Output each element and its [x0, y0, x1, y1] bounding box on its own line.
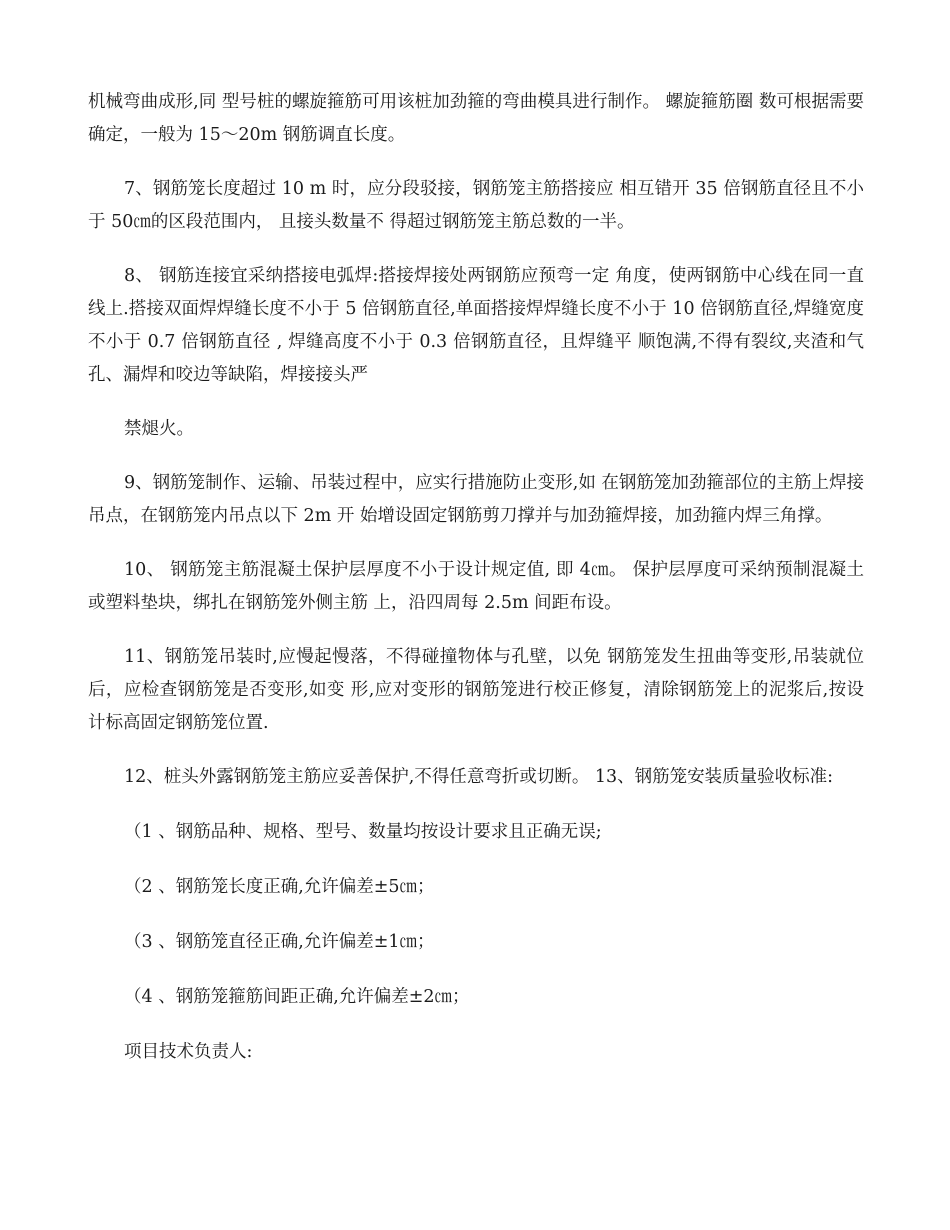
paragraph-item-11: 11、钢筋笼吊装时,应慢起慢落，不得碰撞物体与孔壁，以免 钢筋笼发生扭曲等变形,吊装就位后，应检查钢筋笼是否变形,如变 形,应对变形的钢筋笼进行校正修复，清除钢筋笼上的泥浆后,按设 计标高固定钢筋笼位置.	[88, 647, 864, 733]
list-item-standard-2: （2 、钢筋笼长度正确,允许偏差±5㎝；	[124, 877, 435, 897]
paragraph-item-8: 8、 钢筋连接宜采纳搭接电弧焊:搭接焊接处两钢筋应预弯一定 角度，使两钢筋中心线在同一直线上.搭接双面焊焊缝长度不小于 5 倍钢筋直径,单面搭接焊焊缝长度不小于 10 倍钢筋直径,焊缝宽度 不小于 0.7 倍钢筋直径 , 焊缝高度不小于 0.3 倍钢筋直径，且焊缝平 顺饱满,不得有裂纹,夹渣和气孔、漏焊和咬边等缺陷，焊接接头严	[88, 266, 864, 385]
paragraph-item-12-13: 12、桩头外露钢筋笼主筋应妥善保护,不得任意弯折或切断。 13、钢筋笼安装质量验收标准:	[124, 767, 834, 787]
paragraph-item-8-continued: 禁煺火。	[124, 419, 194, 439]
paragraph-item-10: 10、 钢筋笼主筋混凝土保护层厚度不小于设计规定值, 即 4㎝。 保护层厚度可采纳预制混凝土或塑料垫块，绑扎在钢筋笼外侧主筋 上，沿四周每 2.5m 间距布设。	[88, 560, 864, 613]
document-page	[88, 86, 864, 1069]
signature-label: 项目技术负责人:	[124, 1042, 253, 1062]
paragraph-item-9: 9、钢筋笼制作、运输、吊装过程中，应实行措施防止变形,如 在钢筋笼加劲箍部位的主筋上焊接吊点，在钢筋笼内吊点以下 2m 开 始增设固定钢筋剪刀撑并与加劲箍焊接，加劲箍内焊三角撑。	[88, 473, 864, 526]
list-item-standard-1: （1 、钢筋品种、规格、型号、数量均按设计要求且正确无误;	[124, 822, 602, 842]
paragraph-item-7: 7、钢筋笼长度超过 10 m 时，应分段驳接，钢筋笼主筋搭接应 相互错开 35 倍钢筋直径且不小于 50㎝的区段范围内， 且接头数量不 得超过钢筋笼主筋总数的一半。	[88, 179, 864, 232]
list-item-standard-3: （3 、钢筋笼直径正确,允许偏差±1㎝；	[124, 932, 435, 952]
list-item-standard-4: （4 、钢筋笼箍筋间距正确,允许偏差±2㎝；	[124, 987, 470, 1007]
paragraph-spiral-stirrup: 机械弯曲成形,同 型号桩的螺旋箍筋可用该桩加劲箍的弯曲模具进行制作。 螺旋箍筋圈 数可根据需要确定，一般为 15～20m 钢筋调直长度。	[88, 92, 864, 145]
